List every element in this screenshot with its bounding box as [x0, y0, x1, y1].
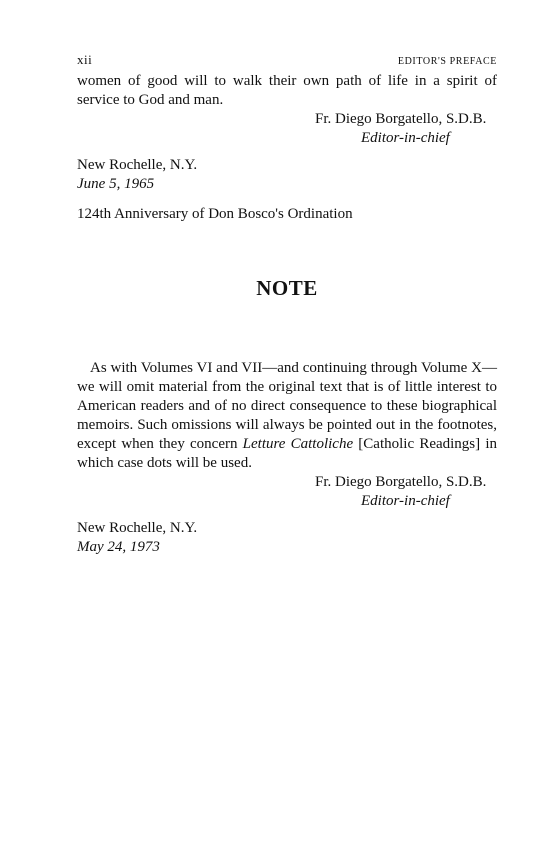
signature-name: Fr. Diego Borgatello, S.D.B.: [315, 474, 487, 490]
preface-place-date: [77, 156, 497, 194]
date: June 5, 1965: [77, 176, 155, 192]
note-place-date: [77, 519, 497, 557]
running-head: [77, 52, 497, 70]
place: New Rochelle, N.Y.: [77, 520, 198, 536]
place: New Rochelle, N.Y.: [77, 157, 198, 173]
signature-title: Editor-in-chief: [361, 130, 450, 146]
note-signature: [315, 473, 497, 511]
note-heading: NOTE: [256, 276, 318, 300]
preface-signature: [315, 110, 497, 148]
page-number: xii: [77, 52, 93, 67]
anniversary-line: 124th Anniversary of Don Bosco's Ordination: [77, 206, 353, 222]
signature-name: Fr. Diego Borgatello, S.D.B.: [315, 111, 487, 127]
page: [77, 52, 497, 557]
preface-closing-paragraph: women of good will to walk their own path of life in a spirit of service to God and man.: [77, 73, 497, 108]
note-text-end: [Catholic Readings] in which case dots will be used.: [77, 436, 497, 471]
running-title: EDITOR'S PREFACE: [397, 56, 497, 67]
signature-title: Editor-in-chief: [361, 493, 450, 509]
note-text-start: As with Volumes VI and VII—and continuing through Volume X—we will omit material from the original text that is of little interest to American readers and of no direct consequence to these biographical memoirs. Such omissions will always be pointed out in the footnotes, except when they concern: [77, 360, 497, 452]
note-text-italic: Letture Cattoliche: [242, 436, 354, 452]
date: May 24, 1973: [77, 539, 160, 555]
note-paragraph: [77, 359, 497, 473]
